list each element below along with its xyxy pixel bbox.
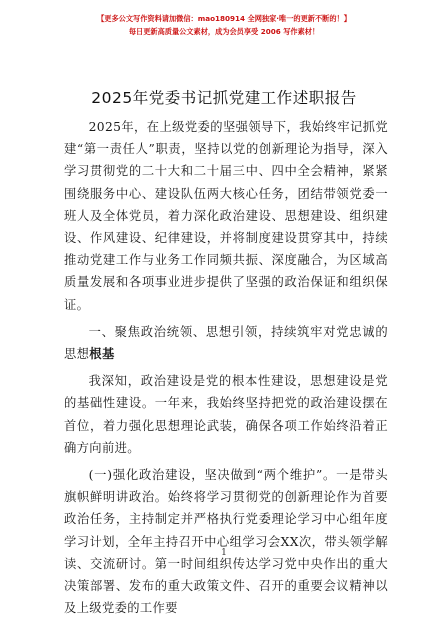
section-1-heading-text: 一、聚焦政治统领、思想引领，持续筑牢对党忠诚的思想 bbox=[64, 324, 388, 362]
document-body bbox=[64, 116, 388, 619]
promo-line-2: 每日更新高质量公文素材，成为会员享受 2006 写作素材！ bbox=[128, 27, 320, 36]
subsection-1-paragraph: (一)强化政治建设，坚决做到“两个维护”。一是带头旗帜鲜明讲政治。始终将学习贯彻党的创新理论作为首要政治任务，主持制定并严格执行党委理论学习中心组年度学习计划，全年主持召开中心组学习会XX次，带头领学解读、交流研讨。第一时间组织传达学习党中央作出的重大决策部署、发布的重大政策文件、召开的重要会议精神以及上级党委的工作要 bbox=[64, 468, 388, 616]
section-1-body: 我深知，政治建设是党的根本性建设，思想建设是党的基础性建设。一年来，我始终坚持把党的政治建设摆在首位，着力强化思想理论武装，确保各项工作始终沿着正确方向前进。 bbox=[64, 374, 388, 455]
section-1-heading-tail: 根基 bbox=[89, 346, 115, 362]
document-title: 2025年党委书记抓党建工作述职报告 bbox=[91, 89, 357, 107]
intro-paragraph: 2025年，在上级党委的坚强领导下，我始终牢记抓党建“第一责任人”职责，坚持以党的创新理论为指导，深入学习贯彻党的二十大和二十届三中、四中全会精神，紧紧围绕服务中心、建设队伍两大核心任务，团结带领党委一班人及全体党员，着力深化政治建设、思想建设、组织建设、作风建设、纪律建设，并将制度建设贯穿其中，持续推动党建工作与业务工作同频共振、深度融合，为区域高质量发展和各项事业进步提供了坚强的政治保证和组织保证。 bbox=[64, 120, 388, 312]
section-1-heading bbox=[64, 321, 388, 365]
promo-line-1: 【更多公文写作资料请加微信：mao180914 全网独家·唯一的更新不断的！】 bbox=[97, 14, 351, 23]
page-number: 1 bbox=[221, 548, 227, 558]
